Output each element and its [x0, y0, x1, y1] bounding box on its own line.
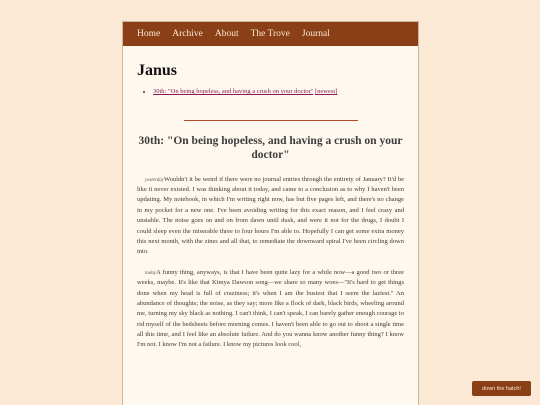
nav-about[interactable]: About	[214, 29, 239, 39]
entry-paragraph	[137, 175, 404, 258]
newest-link[interactable]: [newest]	[315, 88, 338, 95]
entry-list	[137, 88, 404, 95]
entry-text: A funny thing, anyways, is that I have been quite lazy for a while now—a good two or three weeks, maybe. It's like that Kimya Dawson song—we share so many woes—"It's hard to get things done when my head is full of craziness; it's when I am the busiest that I seem the laziest." An abundance of thoughts; the noise, as they say; more like a flock of dark, black birds, wheeling around me, turning my sky black as nothing. I can't think, I can't speak, I can barely gather enough courage to rid myself of the bedsheets before morning comes. I haven't been able to go out to shoot a single time all this time, and I feel like an absolute failure. And do you wanna know another funny thing? I know I'm not. I know I'm not a failure. I know my pictures look cool,	[137, 268, 404, 349]
nav-journal[interactable]: Journal	[301, 29, 330, 39]
entry-link[interactable]: 30th: "On being hopeless, and having a crush on your doctor"	[153, 88, 314, 95]
entry-text: Wouldn't it be weird if there were no journal entries through the entirety of January? It'd be like it never existed. I was thinking about it today, and came to a conclusion as to why I haven't been updating. My notebook, in which I'm writing right now, has but five pages left, and there's no change in my pocket for a new one. I've been avoiding writing for this exact reason, and I feel crazy and unstable. The noise goes on and on from dawn until dusk, and were it not for the drugs, I doubt I could sleep even the miserable three to four hours I'm able to. Hopefully I can get some extra money this next month, with the zines and all that, to remediate the downward spiral I've been circling down into.	[137, 175, 404, 256]
down-the-hatch-button[interactable]: down the hatch!	[472, 381, 531, 396]
page-container	[122, 21, 419, 405]
list-item	[153, 88, 404, 95]
entry-paragraph	[137, 268, 404, 351]
nav-archive[interactable]: Archive	[172, 29, 203, 39]
divider	[184, 120, 358, 121]
entry-title: 30th: "On being hopeless, and having a crush on your doctor"	[138, 135, 403, 161]
entry-timestamp: today	[145, 270, 157, 276]
journal-entry	[137, 135, 404, 351]
nav-home[interactable]: Home	[137, 29, 161, 39]
nav-the-trove[interactable]: The Trove	[250, 29, 290, 39]
main-content	[123, 62, 418, 351]
site-title: Janus	[137, 62, 178, 79]
main-nav	[123, 22, 418, 46]
entry-timestamp: yesterday	[145, 177, 164, 183]
